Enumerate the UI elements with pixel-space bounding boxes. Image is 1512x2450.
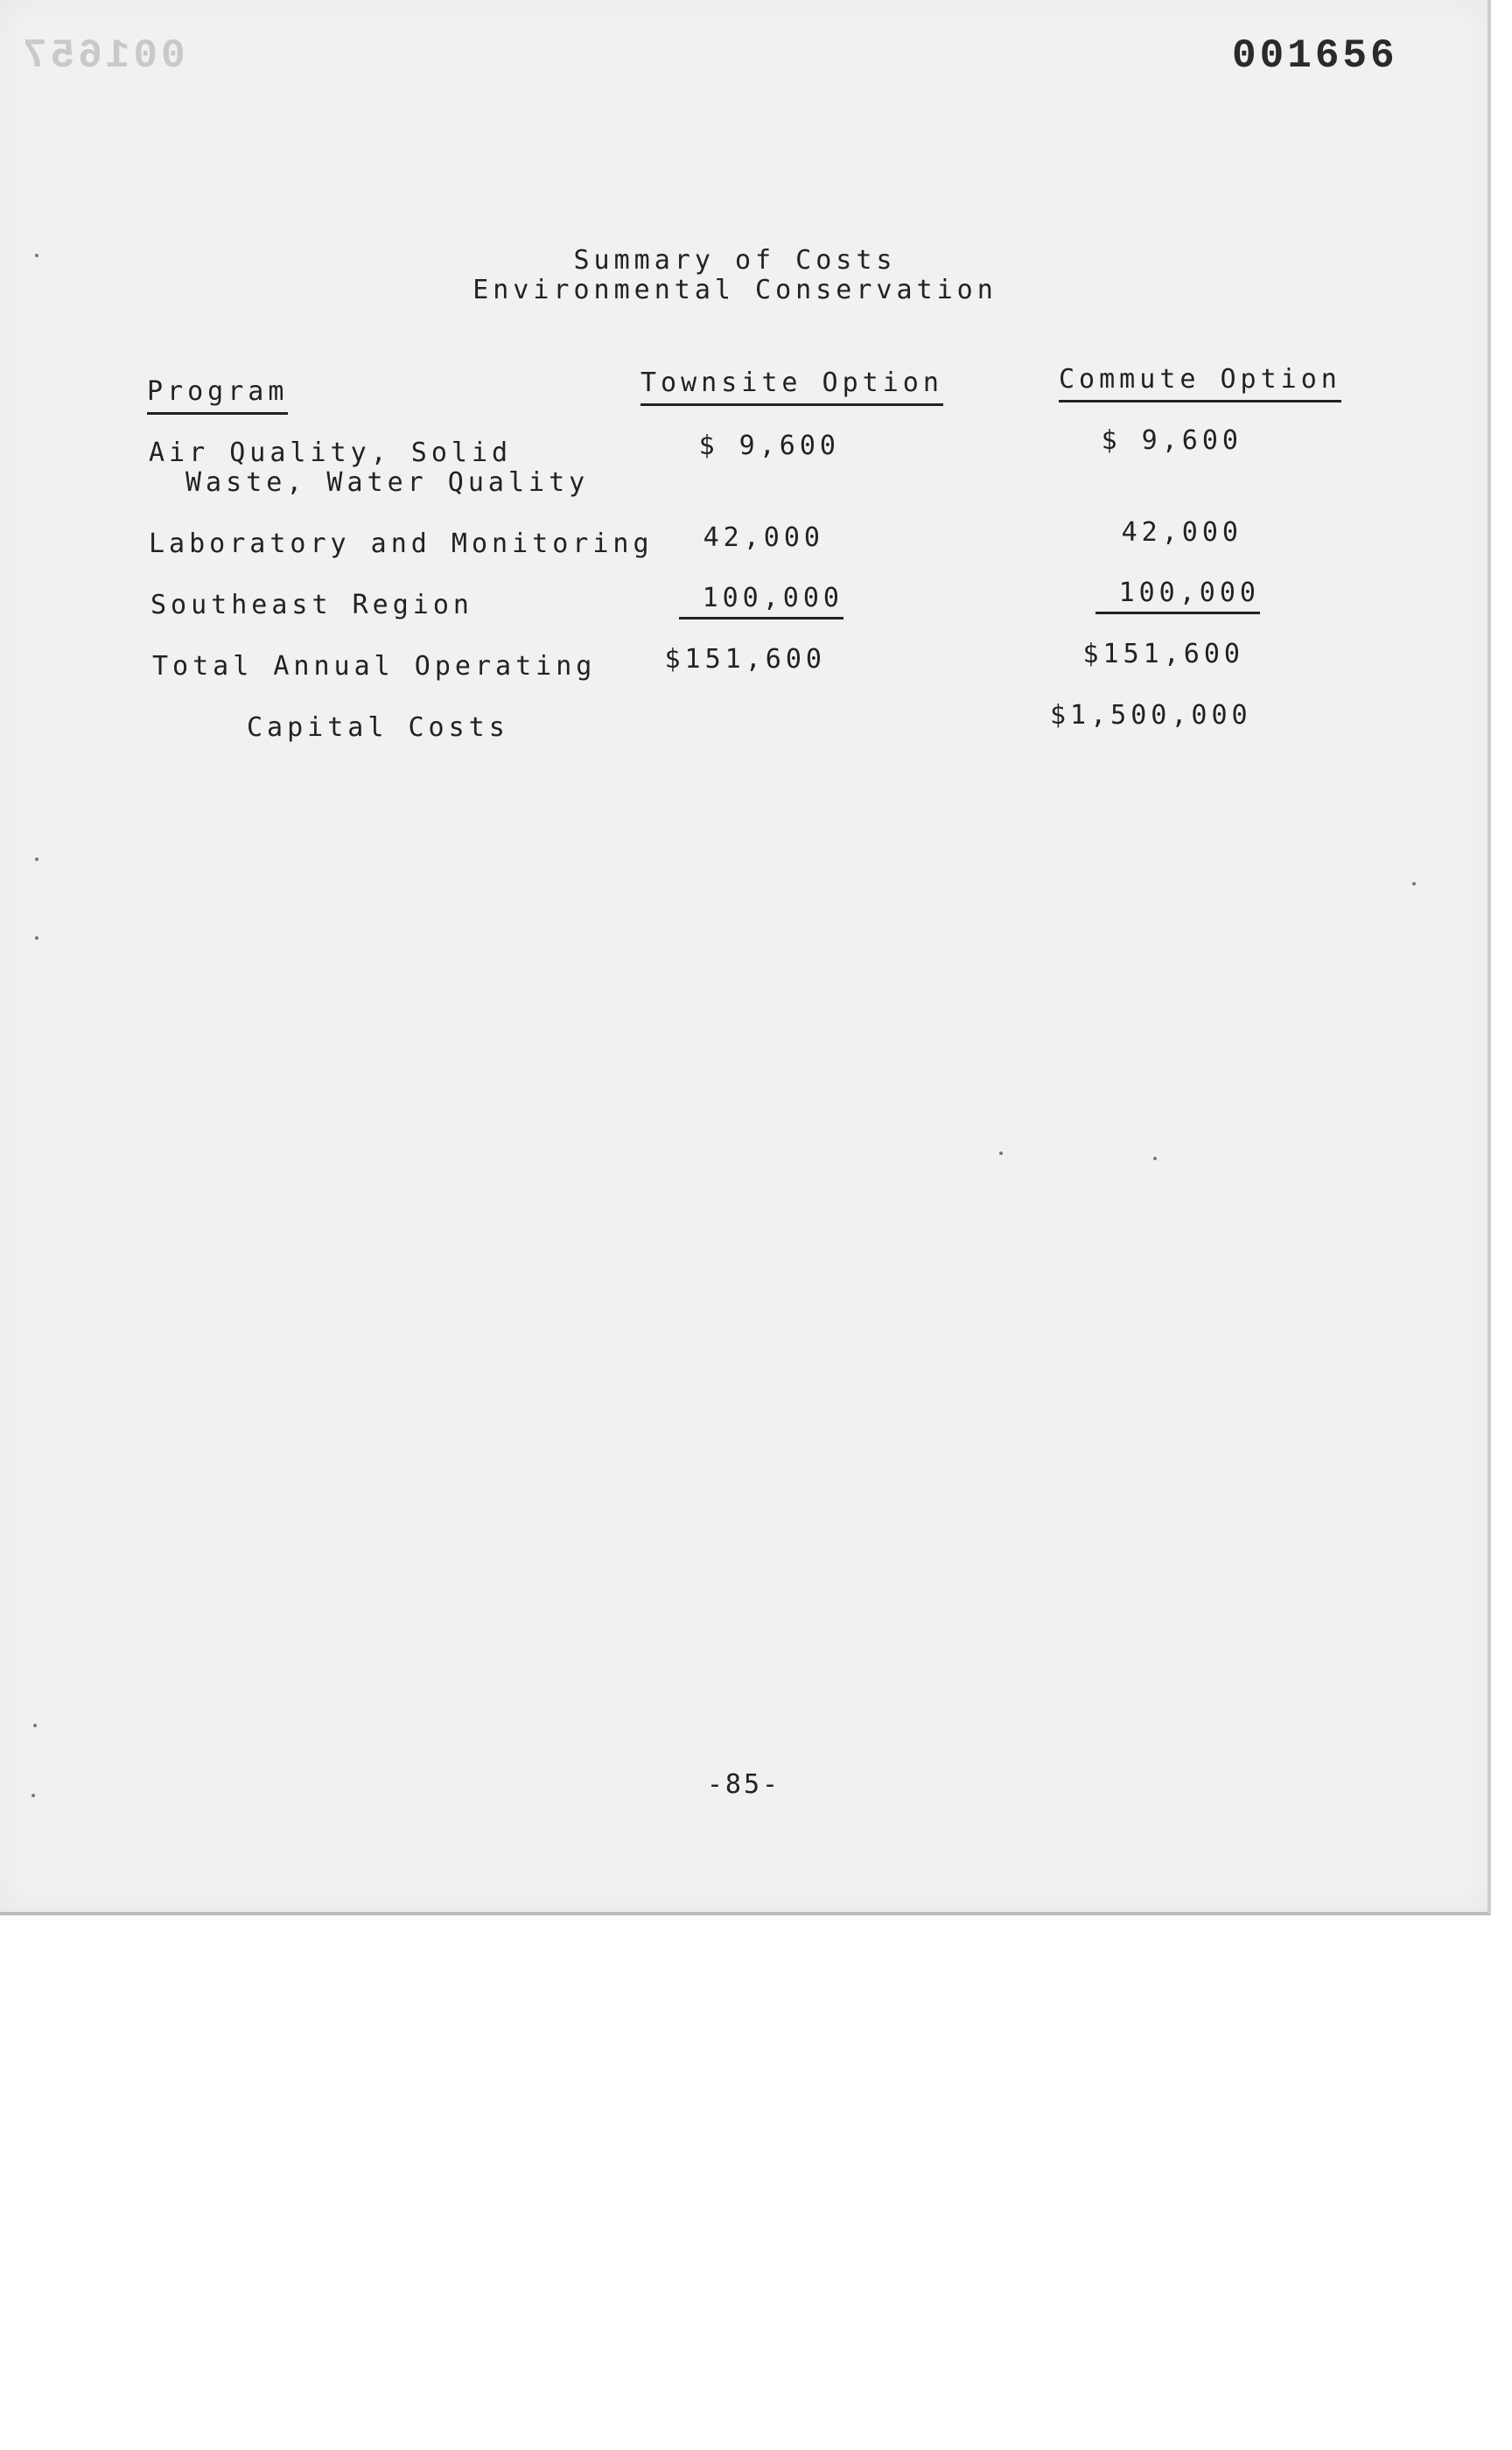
row-air-quality-label-cont: Waste, Water Quality (186, 467, 590, 498)
document-stamp-number: 001656 (1232, 33, 1398, 79)
row-southeast-label: Southeast Region (150, 590, 473, 620)
page-number: -85- (706, 1769, 781, 1800)
row-total-townsite: $151,600 (664, 644, 826, 675)
row-capital-commute: $1,500,000 (1050, 700, 1252, 731)
row-air-quality-townsite: $ 9,600 (698, 430, 840, 461)
document-subtitle: Environmental Conservation (472, 275, 998, 305)
row-total-label: Total Annual Operating (152, 651, 597, 682)
row-southeast-commute: 100,000 (1096, 578, 1260, 614)
row-capital-label: Capital Costs (247, 712, 509, 743)
column-header-townsite: Townsite Option (640, 368, 943, 406)
scan-speck (1412, 882, 1416, 886)
row-southeast-townsite: 100,000 (679, 583, 844, 620)
row-air-quality-label: Air Quality, Solid (149, 438, 513, 468)
row-air-quality-commute: $ 9,600 (1101, 425, 1242, 456)
scan-speck (35, 254, 38, 257)
row-laboratory-townsite: 42,000 (703, 522, 824, 553)
bleed-through-stamp: 001657 (19, 33, 186, 79)
scan-speck (1153, 1157, 1157, 1160)
scan-speck (35, 936, 38, 940)
column-header-commute: Commute Option (1059, 364, 1341, 402)
scan-speck (999, 1152, 1003, 1155)
row-total-commute: $151,600 (1082, 639, 1244, 669)
row-laboratory-commute: 42,000 (1121, 517, 1242, 548)
row-laboratory-label: Laboratory and Monitoring (149, 528, 654, 559)
scan-speck (32, 1794, 35, 1797)
scan-speck (35, 858, 38, 861)
document-title: Summary of Costs (573, 245, 897, 276)
column-header-program: Program (147, 376, 288, 415)
scan-speck (33, 1724, 37, 1727)
